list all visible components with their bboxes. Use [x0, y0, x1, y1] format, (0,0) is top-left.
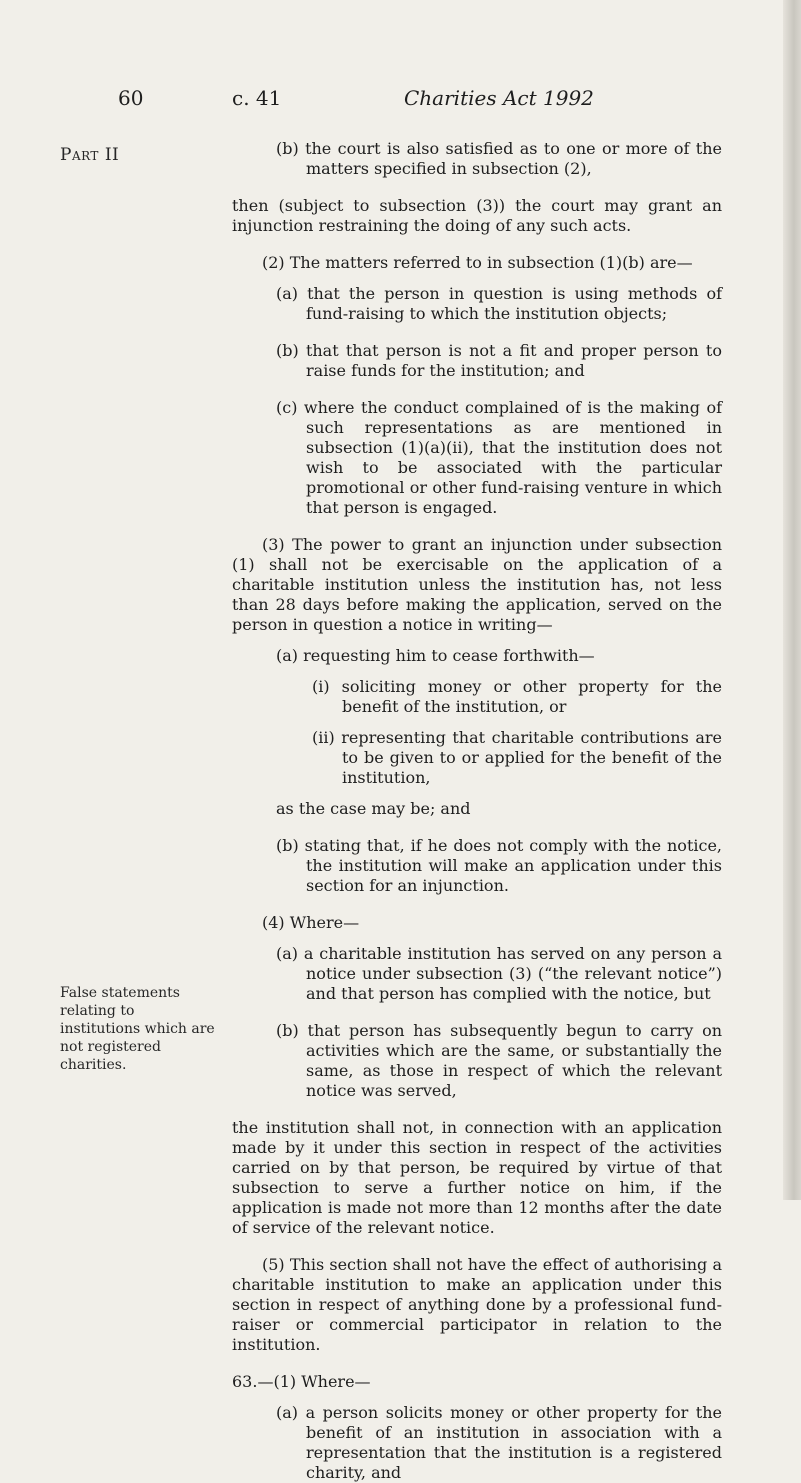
subsection-2-intro: (2) The matters referred to in subsection (1)(b) are—: [262, 253, 693, 272]
subsection-3a-ii: (ii) representing that charitable contributions are to be given to or applied for the benefit of the institution,: [312, 728, 722, 787]
subsection-4-intro: (4) Where—: [262, 913, 360, 932]
section-63-intro: 63.—(1) Where—: [232, 1372, 371, 1391]
subsection-4-tail: the institution shall not, in connection with an application made by it under this section in respect of the activities carried on by that person, be required by virtue of that subsection to serve a further notice on him, if the application is made not more than 12 months after the date of service of the relevant notice.: [232, 1118, 722, 1237]
subsection-4a: (a) a charitable institution has served on any person a notice under subsection (3) (“the relevant notice”) and that person has complied with the notice, but: [276, 944, 722, 1003]
page-edge-shadow: [783, 0, 801, 1200]
subsection-3a-i: (i) soliciting money or other property for the benefit of the institution, or: [312, 677, 722, 716]
subsection-3-as-case: as the case may be; and: [276, 799, 471, 818]
page-number: 60: [118, 86, 144, 110]
body-text: [232, 139, 722, 1483]
paragraph-1-then: then (subject to subsection (3)) the court may grant an injunction restraining the doing of any such acts.: [232, 196, 722, 235]
paragraph-1b: (b) the court is also satisfied as to one or more of the matters specified in subsection (2),: [276, 139, 722, 178]
margin-note: False statements relating to institutions which are not registered charities.: [60, 985, 215, 1073]
subsection-4b: (b) that person has subsequently begun to carry on activities which are the same, or substantially the same, as those in respect of which the relevant notice was served,: [276, 1021, 722, 1100]
subsection-3a: (a) requesting him to cease forthwith—: [276, 646, 595, 665]
subsection-2c: (c) where the conduct complained of is the making of such representations as are mentioned in subsection (1)(a)(ii), that the institution does not wish to be associated with the particular promotional or other fund-raising venture in which that person is engaged.: [276, 398, 722, 517]
subsection-3b: (b) stating that, if he does not comply with the notice, the institution will make an application under this section for an injunction.: [276, 836, 722, 895]
part-label: Part II: [60, 145, 120, 165]
subsection-3-intro: (3) The power to grant an injunction under subsection (1) shall not be exercisable on the application of a charitable institution unless the institution has, not less than 28 days before making the application, served on the person in question a notice in writing—: [232, 535, 722, 634]
subsection-2b: (b) that that person is not a fit and proper person to raise funds for the institution; and: [276, 341, 722, 380]
subsection-2a: (a) that the person in question is using methods of fund-raising to which the institution objects;: [276, 284, 722, 323]
section-63a: (a) a person solicits money or other property for the benefit of an institution in association with a representation that the institution is a registered charity, and: [276, 1403, 722, 1482]
act-title: Charities Act 1992: [404, 86, 594, 110]
subsection-5: (5) This section shall not have the effect of authorising a charitable institution to make an application under this section in respect of anything done by a professional fund-raiser or commercial participator in relation to the institution.: [232, 1255, 722, 1354]
running-header: [0, 86, 801, 116]
chapter-reference: c. 41: [232, 86, 282, 110]
